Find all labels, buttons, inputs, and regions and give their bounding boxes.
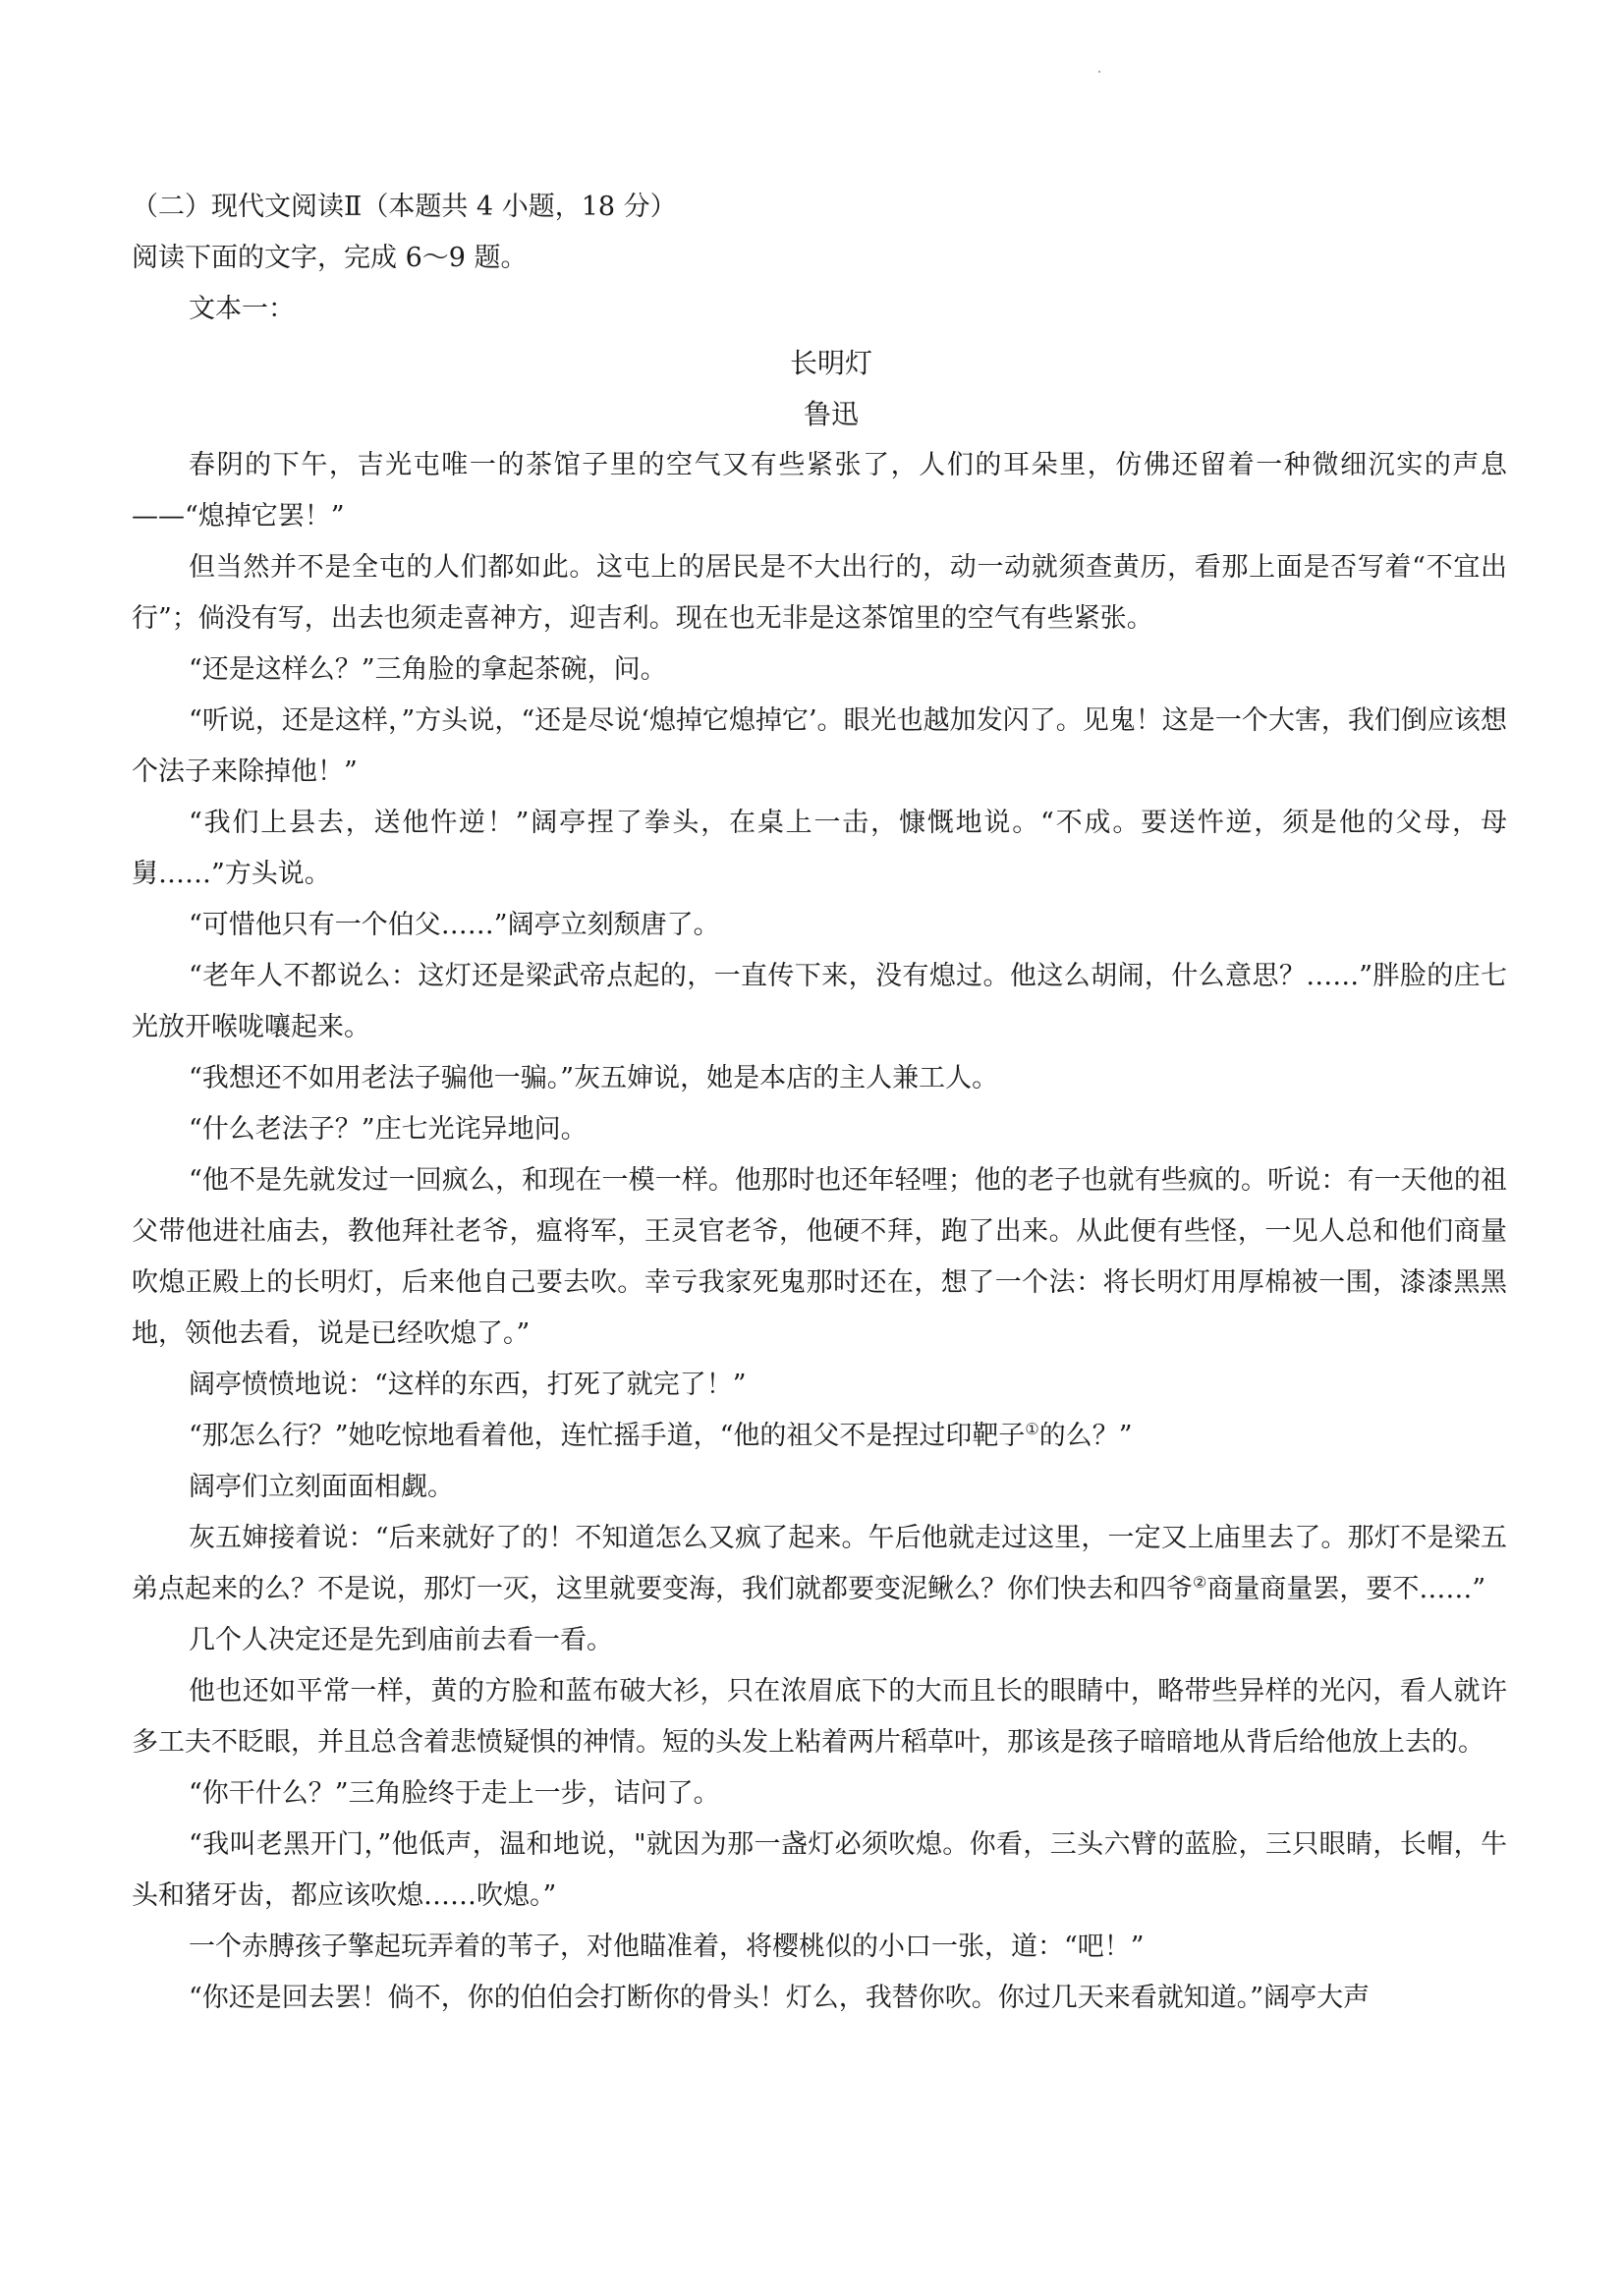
paragraph: “我叫老黑开门，”他低声，温和地说，"就因为那一盏灯必须吹熄。你看，三头六臂的蓝脸，三只眼睛，长帽，牛头和猪牙齿，都应该吹熄……吹熄。”	[132, 1829, 1507, 1911]
paragraph: 春阴的下午，吉光屯唯一的茶馆子里的空气又有些紧张了，人们的耳朵里，仿佛还留着一种微细沉实的声息——“熄掉它罢！”	[132, 450, 1507, 532]
paragraph: 几个人决定还是先到庙前去看一看。	[189, 1625, 613, 1655]
footnote-marker: ①	[1025, 1420, 1039, 1438]
scan-speck	[1098, 71, 1100, 73]
paragraph: 阔亭们立刻面面相觑。	[189, 1472, 454, 1502]
paragraph: 他也还如平常一样，黄的方脸和蓝布破大衫，只在浓眉底下的大而且长的眼睛中，略带些异样的光闪，看人就许多工夫不眨眼，并且总含着悲愤疑惧的神情。短的头发上粘着两片稻草叶，那该是孩子暗暗地从背后给他放上去的。	[132, 1676, 1507, 1758]
paragraph: 但当然并不是全屯的人们都如此。这屯上的居民是不大出行的，动一动就须查黄历，看那上面是否写着“不宜出行”；倘没有写，出去也须走喜神方，迎吉利。现在也无非是这茶馆里的空气有些紧张。	[132, 552, 1507, 634]
reading-section	[132, 182, 1507, 2024]
paragraph: “还是这样么？”三角脸的拿起茶碗，问。	[189, 654, 667, 685]
paragraph: “那怎么行？”她吃惊地看着他，连忙摇手道，“他的祖父不是捏过印靶子①的么？”	[189, 1420, 1133, 1451]
paragraph: 阔亭愤愤地说：“这样的东西，打死了就完了！”	[189, 1370, 747, 1400]
text-label: 文本一：	[189, 294, 295, 324]
paragraph: 一个赤膊孩子擎起玩弄着的苇子，对他瞄准着，将樱桃似的小口一张，道：“吧！”	[189, 1932, 1145, 1962]
instruction: 阅读下面的文字，完成 6～9 题。	[132, 243, 528, 273]
paragraph: “我想还不如用老法子骗他一骗。”灰五婶说，她是本店的主人兼工人。	[189, 1063, 999, 1093]
paragraph: “老年人不都说么：这灯还是梁武帝点起的，一直传下来，没有熄过。他这么胡闹，什么意思？……”胖脸的庄七光放开喉咙嚷起来。	[132, 961, 1507, 1042]
paragraph: “你还是回去罢！倘不，你的伯伯会打断你的骨头！灯么，我替你吹。你过几天来看就知道。”阔亭大声	[189, 1983, 1371, 2013]
paragraph: “什么老法子？”庄七光诧异地问。	[189, 1114, 588, 1145]
paragraph: “听说，还是这样，”方头说，“还是尽说‘熄掉它熄掉它’。眼光也越加发闪了。见鬼！这是一个大害，我们倒应该想个法子来除掉他！”	[132, 705, 1507, 787]
paragraph: 灰五婶接着说：“后来就好了的！不知道怎么又疯了起来。午后他就走过这里，一定又上庙里去了。那灯不是梁五弟点起来的么？不是说，那灯一灭，这里就要变海，我们就都要变泥鳅么？你们快去和四爷②商量商量罢，要不……”	[132, 1523, 1507, 1604]
paragraph: “你干什么？”三角脸终于走上一步，诘问了。	[189, 1778, 720, 1809]
paragraph: “我们上县去，送他忤逆！”阔亭捏了拳头，在桌上一击，慷慨地说。“不成。要送忤逆，须是他的父母，母舅……”方头说。	[132, 808, 1507, 889]
footnote-marker: ②	[1193, 1573, 1207, 1592]
article-body	[132, 440, 1507, 2024]
section-header: （二）现代文阅读Ⅱ（本题共 4 小题，18 分）	[132, 192, 677, 222]
article-author: 鲁迅	[803, 398, 859, 430]
paragraph: “他不是先就发过一回疯么，和现在一模一样。他那时也还年轻哩；他的老子也就有些疯的。听说：有一天他的祖父带他进社庙去，教他拜社老爷，瘟将军，王灵官老爷，他硬不拜，跑了出来。从此便有些怪，一见人总和他们商量吹熄正殿上的长明灯，后来他自己要去吹。幸亏我家死鬼那时还在，想了一个法：将长明灯用厚棉被一围，漆漆黑黑地，领他去看，说是已经吹熄了。”	[132, 1165, 1507, 1349]
paragraph: “可惜他只有一个伯父……”阔亭立刻颓唐了。	[189, 910, 720, 940]
article-title: 长明灯	[789, 347, 872, 379]
